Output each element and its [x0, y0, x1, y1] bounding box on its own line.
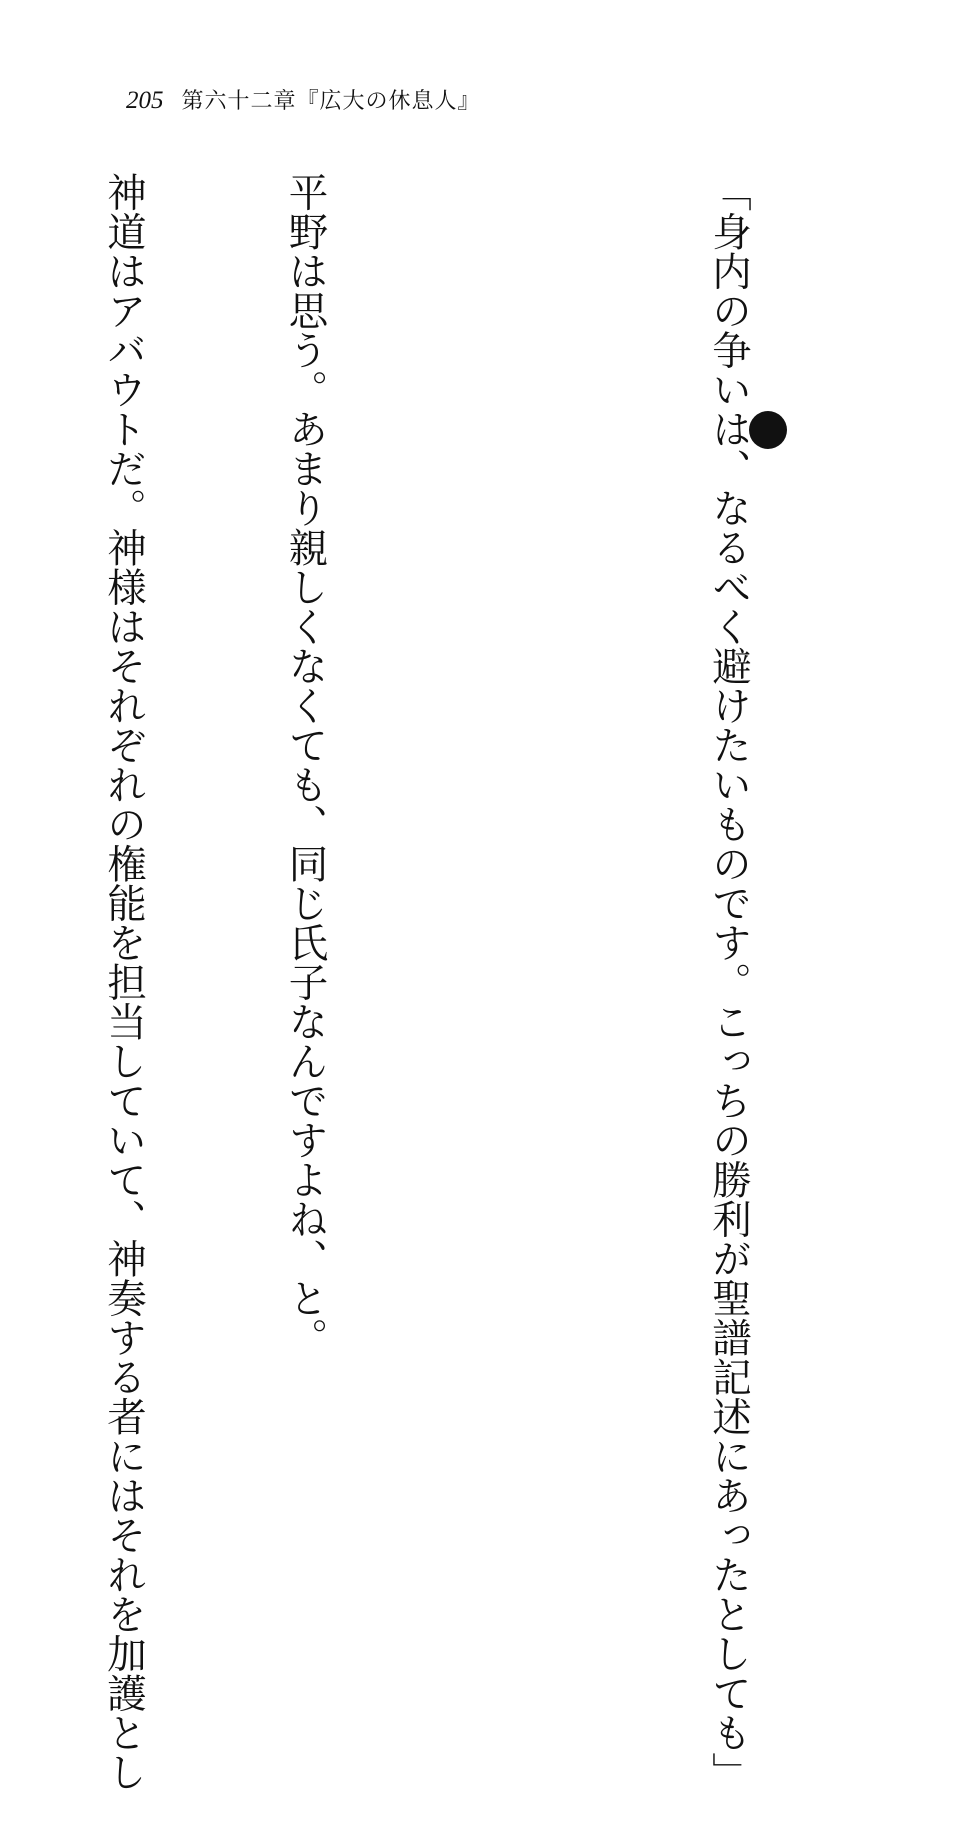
vertical-body-text [0, 172, 880, 1792]
text-line: 神道はアバウトだ。神様はそれぞれの権能を担当していて、神奏する者にはそれを加護とし [101, 172, 147, 1792]
running-header [126, 84, 481, 118]
text-line: 平野は思う。あまり親しくなくても、同じ氏子なんですよね、と。 [282, 172, 329, 1357]
text-line: 「身内の争いは、なるべく避けたいものです。こっちの勝利が聖譜記述にあったとしても」 [706, 172, 752, 1792]
chapter-title: 第六十二章『広大の休息人』 [181, 89, 481, 114]
page-number: 205 [126, 87, 164, 114]
